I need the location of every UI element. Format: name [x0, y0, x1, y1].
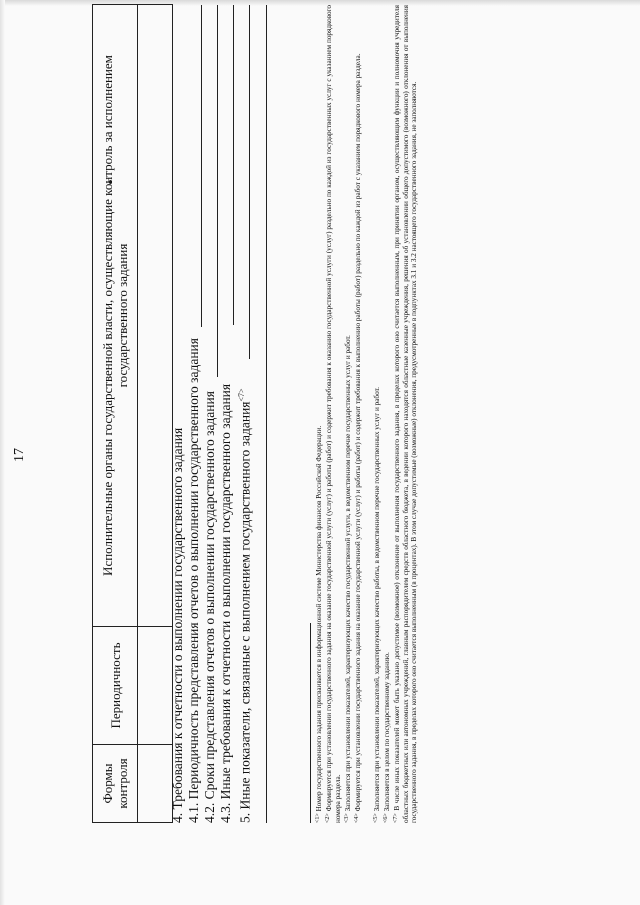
header-periodicity: Периодичность — [93, 627, 138, 745]
table-cell — [138, 745, 173, 823]
header-control-forms: Формы контроля — [93, 745, 138, 823]
footnote-text: В числе иных показателей может быть указано допустимое (возможное) отклонение от выполнения государственного задания, в пределах которого оно считается выполненным, при принятии органом, осуществляющим функции и полномочия учредителя областных бюджетных или автономных учреждений, главным распорядителем средств областного бюджета, в ведении которого находятся областные казенные учреждения, решения об установлении общего допустимого (возможного) отклонения от выполнения государственного задания, в пределах которого оно считается выполненным (в процентах). В этом случае допустимые (возможные) отклонения, предусмотренные в подпунктах 3.1 и 3.2 настоящего государственного задания, не заполняются. — [393, 5, 419, 823]
footnote-text: Заполняется при установлении показателей, характеризующих качество работы, в ведомственном перечне государственных услуг и работ. — [373, 387, 381, 812]
footnote-text: Формируется при установлении государственного задания на оказание государственной услуги (услуг) и работы (работ) и содержит требования к выполнению работы (работ) раздельно по каждой из работ с указанием порядкового номера раздела. — [354, 53, 362, 812]
fill-line-4-3 — [233, 5, 234, 325]
footnote-mark: <5> — [373, 813, 379, 823]
table-cell — [138, 5, 173, 627]
section-5-footnote-mark: <7> — [237, 388, 246, 402]
footnote-text: Формируется при установлении государственного задания на оказание государственной услуги (услуг) и работы (работ) и содержит требования к оказанию государственной услуги (услуг) раздельно по каждой из государственных услуг с указанием порядкового номера раздела. — [325, 4, 342, 823]
footnote-2 — [324, 5, 342, 823]
footnote-text: Номер государственного задания присваивается в информационной системе Министерства финансов Российской Федерации. — [315, 425, 323, 812]
footnote-mark: <2> — [325, 813, 331, 823]
footnote-1 — [314, 5, 324, 823]
fill-line-4-2 — [217, 5, 218, 377]
page-number: 17 — [12, 448, 27, 462]
section-4-1: 4.1. Периодичность представления отчетов о выполнении государственного задания — [186, 338, 201, 823]
footnote-mark: <3> — [344, 813, 350, 823]
footnote-mark: <1> — [315, 813, 321, 823]
fill-line-4-1 — [201, 5, 202, 327]
footnote-3 — [343, 5, 353, 823]
section-4-3: 4.3. Иные требования к отчетности о выполнении государственного задания — [218, 383, 233, 823]
header-executive-bodies: Исполнительные органы государственной власти, осуществляющие контроль за исполнением государственного задания — [93, 5, 138, 627]
footnote-text: Заполняется при установлении показателей, характеризующих качество государственной услуги, в ведомственном перечне государственных услуг и работ. — [344, 335, 352, 812]
footnote-6 — [382, 5, 392, 823]
section-4-title: 4. Требования к отчетности о выполнении государственного задания — [170, 427, 185, 823]
control-table — [92, 4, 173, 823]
fill-line-5-extra — [266, 5, 267, 823]
footnote-mark: <6> — [383, 813, 389, 823]
footnote-4 — [353, 5, 363, 823]
table-row — [138, 5, 173, 823]
footnote-5 — [372, 5, 382, 823]
footnote-7 — [392, 5, 419, 823]
footnote-mark: <4> — [354, 813, 360, 823]
section-5 — [234, 388, 254, 823]
fill-line-5 — [249, 5, 250, 359]
control-table-header-row — [93, 5, 138, 823]
section-4-2: 4.2. Сроки представления отчетов о выполнении государственного задания — [202, 391, 217, 823]
footnote-text: Заполняется в целом по государственному заданию. — [383, 652, 391, 812]
footnote-mark: <7> — [393, 813, 399, 823]
footnote-separator — [310, 623, 311, 823]
section-5-text: 5. Иные показатели, связанные с выполнением государственного задания — [237, 401, 253, 823]
table-cell — [138, 627, 173, 745]
